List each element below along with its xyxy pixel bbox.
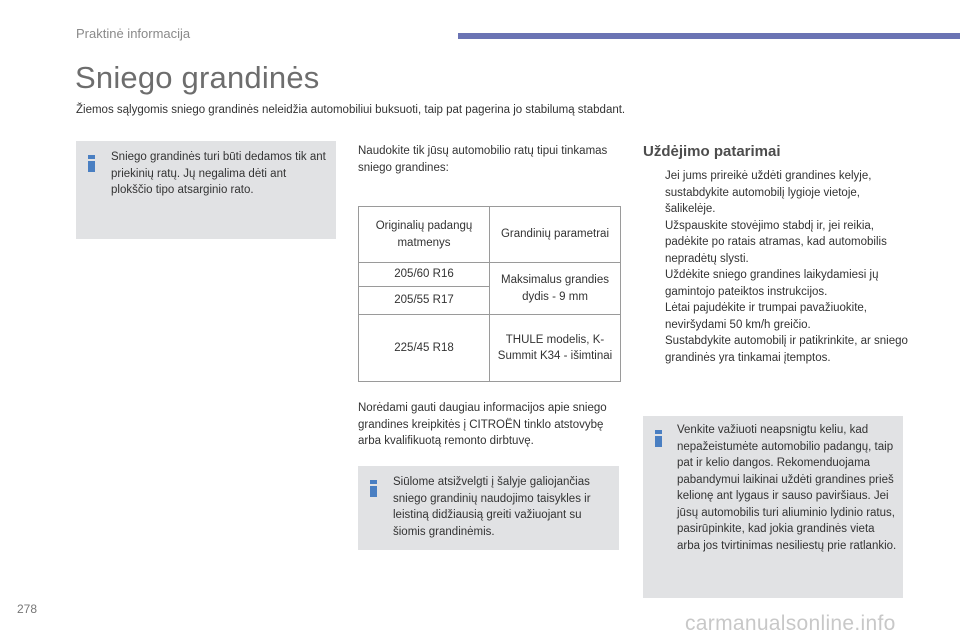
table-header-cell: Grandinių parametrai	[490, 207, 621, 263]
info-icon	[88, 155, 95, 172]
info-box-text: Sniego grandinės turi būti dedamos tik ant priekinių ratų. Jų negalima dėti ant plokščio tipo atsarginio rato.	[111, 151, 326, 196]
list-item	[643, 333, 908, 366]
table-cell-chain: THULE modelis, K-Summit K34 - išimtinai	[490, 315, 621, 382]
list-item-text: Jei jums prireikė uždėti grandines kelyje, sustabdykite automobilį lygioje vietoje, šalikelėje.	[665, 170, 872, 215]
fitting-tips-title: Uždėjimo patarimai	[643, 143, 781, 160]
table-header-cell: Originalių padangų matmenys	[359, 207, 490, 263]
table-cell-size: 205/55 R17	[359, 287, 490, 315]
page-title: Sniego grandinės	[75, 60, 320, 95]
fitting-tips-list	[643, 168, 908, 366]
list-item-text: Užspauskite stovėjimo stabdį ir, jei reikia, padėkite po ratais atramas, kad automobilis nepradėtų slysti.	[665, 219, 887, 265]
header-accent-bar	[458, 33, 960, 39]
watermark: carmanualsonline.info	[685, 612, 896, 635]
list-item	[643, 168, 908, 218]
info-box-text: Siūlome atsižvelgti į šalyje galiojančias sniego grandinių naudojimo taisykles ir leistiną didžiausią greiti važiuojant su šiomis grandinėmis.	[393, 476, 591, 538]
intro-paragraph: Žiemos sąlygomis sniego grandinės neleidžia automobiliui buksuoti, taip pat pagerina jo stabilumą stabdant.	[76, 104, 626, 116]
list-item	[643, 267, 908, 300]
list-item	[643, 218, 908, 268]
table-cell-chain: Maksimalus grandies dydis - 9 mm	[490, 263, 621, 315]
info-icon	[655, 430, 662, 447]
table-row	[359, 263, 621, 287]
info-box-avoid-clear-roads	[643, 416, 903, 598]
more-info-paragraph: Norėdami gauti daugiau informacijos apie sniego grandines kreipkitės į CITROËN tinklo atstovybę arba kvalifikuotą remonto dirbtuvę.	[358, 402, 607, 447]
list-item-text: Uždėkite sniego grandines laikydamiesi jų gamintojo pateiktos instrukcijos.	[665, 269, 879, 298]
info-box-regulations	[358, 466, 619, 550]
table-cell-size: 205/60 R16	[359, 263, 490, 287]
info-icon	[370, 480, 377, 497]
list-item-text: Lėtai pajudėkite ir trumpai pavažiuokite, neviršydami 50 km/h greičio.	[665, 302, 868, 331]
page-number: 278	[17, 602, 38, 616]
tyre-chain-table	[358, 206, 621, 382]
table-cell-size: 225/45 R18	[359, 315, 490, 382]
chains-usage-paragraph: Naudokite tik jūsų automobilio ratų tipui tinkamas sniego grandines:	[358, 145, 608, 174]
table-row	[359, 315, 621, 382]
list-item	[643, 300, 908, 333]
list-item-text: Sustabdykite automobilį ir patikrinkite, ar sniego grandinės yra tinkamai įtemptos.	[665, 335, 908, 364]
info-box-text: Venkite važiuoti neapsnigtu keliu, kad nepažeistumėte automobilio padangų, taip pat ir kelio dangos. Rekomenduojama pabandymui laikinai uždėti grandines prieš kelionę ant lygaus ir sauso paviršiaus. Jei jūsų automobilis turi aliuminio lydinio ratus, pasirūpinkite, kad jokia grandinės vieta arba jos tvirtinimas nesiliestų prie ratlankio.	[677, 424, 897, 552]
info-box-front-wheels	[76, 141, 336, 239]
section-header-label: Praktinė informacija	[76, 26, 191, 41]
table-header-row	[359, 207, 621, 263]
